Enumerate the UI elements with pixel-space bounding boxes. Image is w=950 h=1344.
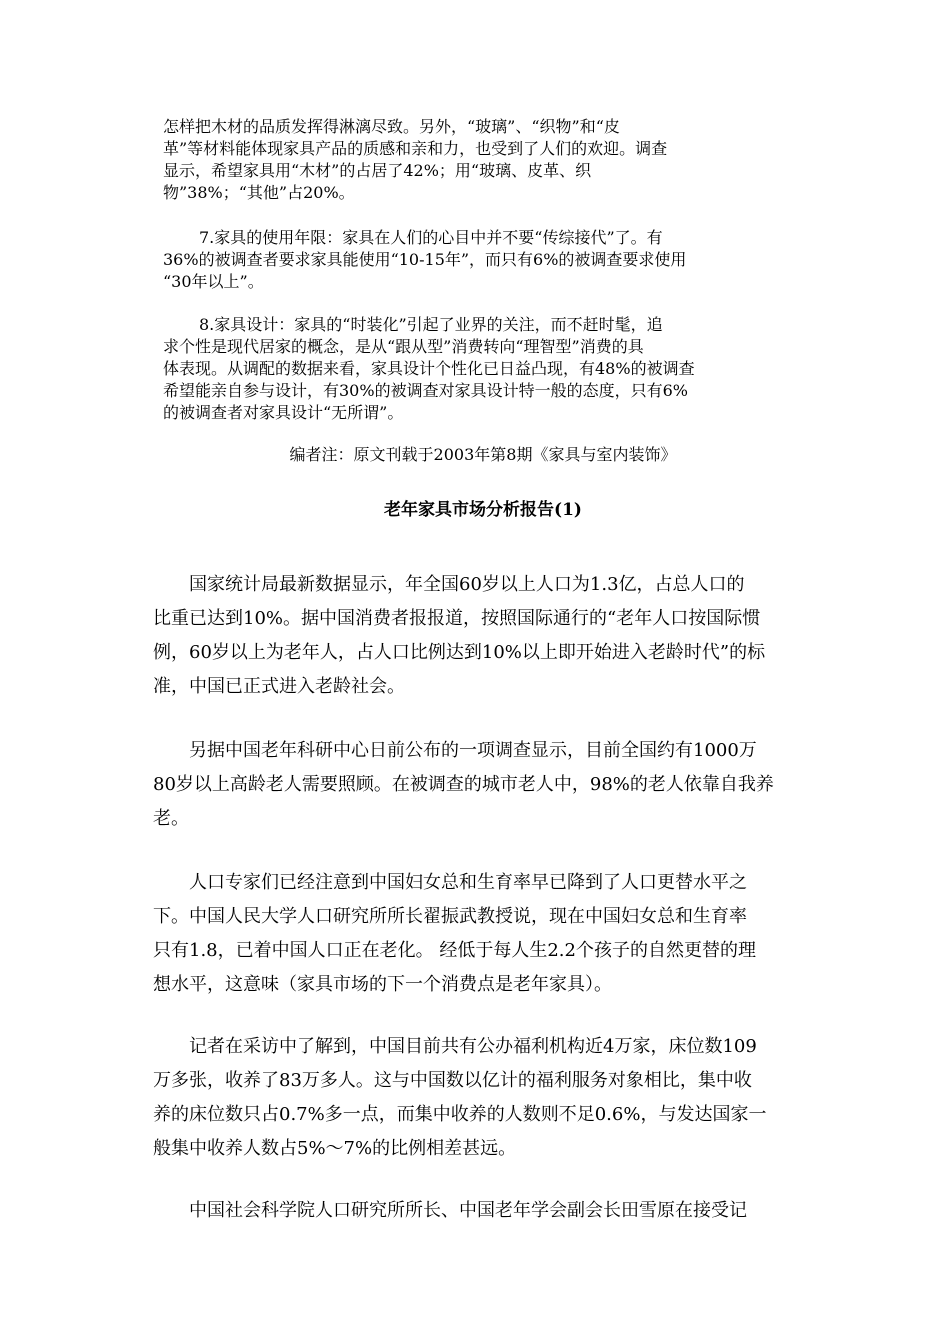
- article-paragraph-2: [153, 734, 803, 836]
- item-7-paragraph: [163, 227, 803, 293]
- item-8-paragraph: [163, 314, 803, 424]
- text-line: 下。中国人民大学人口研究所所长翟振武教授说，现在中国妇女总和生育率: [153, 906, 747, 927]
- text-line: 国家统计局最新数据显示，年全国60岁以上人口为1.3亿，占总人口的: [189, 574, 745, 595]
- text-line: “30年以上”。: [163, 272, 264, 291]
- editor-note: 编者注：原文刊载于2003年第8期《家具与室内装饰》: [289, 445, 677, 464]
- text-line: 例，60岁以上为老年人，占人口比例达到10%以上即开始进入老龄时代”的标: [153, 642, 766, 663]
- text-line: 的被调查者对家具设计“无所谓”。: [163, 403, 404, 422]
- text-line: 般集中收养人数占5%～7%的比例相差甚远。: [153, 1138, 517, 1159]
- text-line: 物”38%；“其他”占20%。: [163, 183, 355, 202]
- text-line: 想水平，这意味（家具市场的下一个消费点是老年家具）。: [153, 974, 612, 995]
- article-paragraph-1: [153, 568, 803, 704]
- text-line: 老。: [153, 808, 189, 829]
- text-line: 养的床位数只占0.7%多一点，而集中收养的人数则不足0.6%，与发达国家一: [153, 1104, 767, 1125]
- text-line: 怎样把木材的品质发挥得淋漓尽致。另外，“玻璃”、“织物”和“皮: [163, 117, 620, 136]
- article-paragraph-4: [153, 1030, 803, 1166]
- text-line: 准，中国已正式进入老龄社会。: [153, 676, 405, 697]
- text-line: 8.家具设计：家具的“时装化”引起了业界的关注，而不赶时髦，追: [199, 315, 663, 334]
- text-line: 80岁以上高龄老人需要照顾。在被调查的城市老人中，98%的老人依靠自我养: [153, 774, 774, 795]
- text-line: 中国社会科学院人口研究所所长、中国老年学会副会长田雪原在接受记: [189, 1200, 747, 1221]
- text-line: 体表现。从调配的数据来看，家具设计个性化已日益凸现，有48%的被调查: [163, 359, 695, 378]
- text-line: 显示，希望家具用“木材”的占居了42%；用“玻璃、皮革、织: [163, 161, 592, 180]
- text-line: 比重已达到10%。据中国消费者报报道，按照国际通行的“老年人口按国际惯: [153, 608, 761, 629]
- text-line: 人口专家们已经注意到中国妇女总和生育率早已降到了人口更替水平之: [189, 872, 747, 893]
- text-line: 万多张，收养了83万多人。这与中国数以亿计的福利服务对象相比，集中收: [153, 1070, 752, 1091]
- text-line: 求个性是现代居家的概念，是从“跟从型”消费转向“理智型”消费的具: [163, 337, 644, 356]
- text-line: 7.家具的使用年限：家具在人们的心目中并不要“传综接代”了。有: [199, 228, 663, 247]
- materials-paragraph: [163, 116, 803, 204]
- text-line: 只有1.8，已着中国人口正在老化。 经低于每人生2.2个孩子的自然更替的理: [153, 940, 756, 961]
- text-line: 另据中国老年科研中心日前公布的一项调查显示，目前全国约有1000万: [189, 740, 757, 761]
- article-paragraph-5: [153, 1194, 803, 1228]
- text-line: 记者在采访中了解到，中国目前共有公办福利机构近4万家，床位数109: [189, 1036, 757, 1057]
- text-line: 希望能亲自参与设计，有30%的被调查对家具设计特一般的态度，只有6%: [163, 381, 688, 400]
- text-line: 革”等材料能体现家具产品的质感和亲和力，也受到了人们的欢迎。调查: [163, 139, 668, 158]
- text-line: 36%的被调查者要求家具能使用“10-15年”，而只有6%的被调查要求使用: [163, 250, 687, 269]
- article-title: 老年家具市场分析报告(1): [384, 500, 582, 520]
- article-paragraph-3: [153, 866, 803, 1002]
